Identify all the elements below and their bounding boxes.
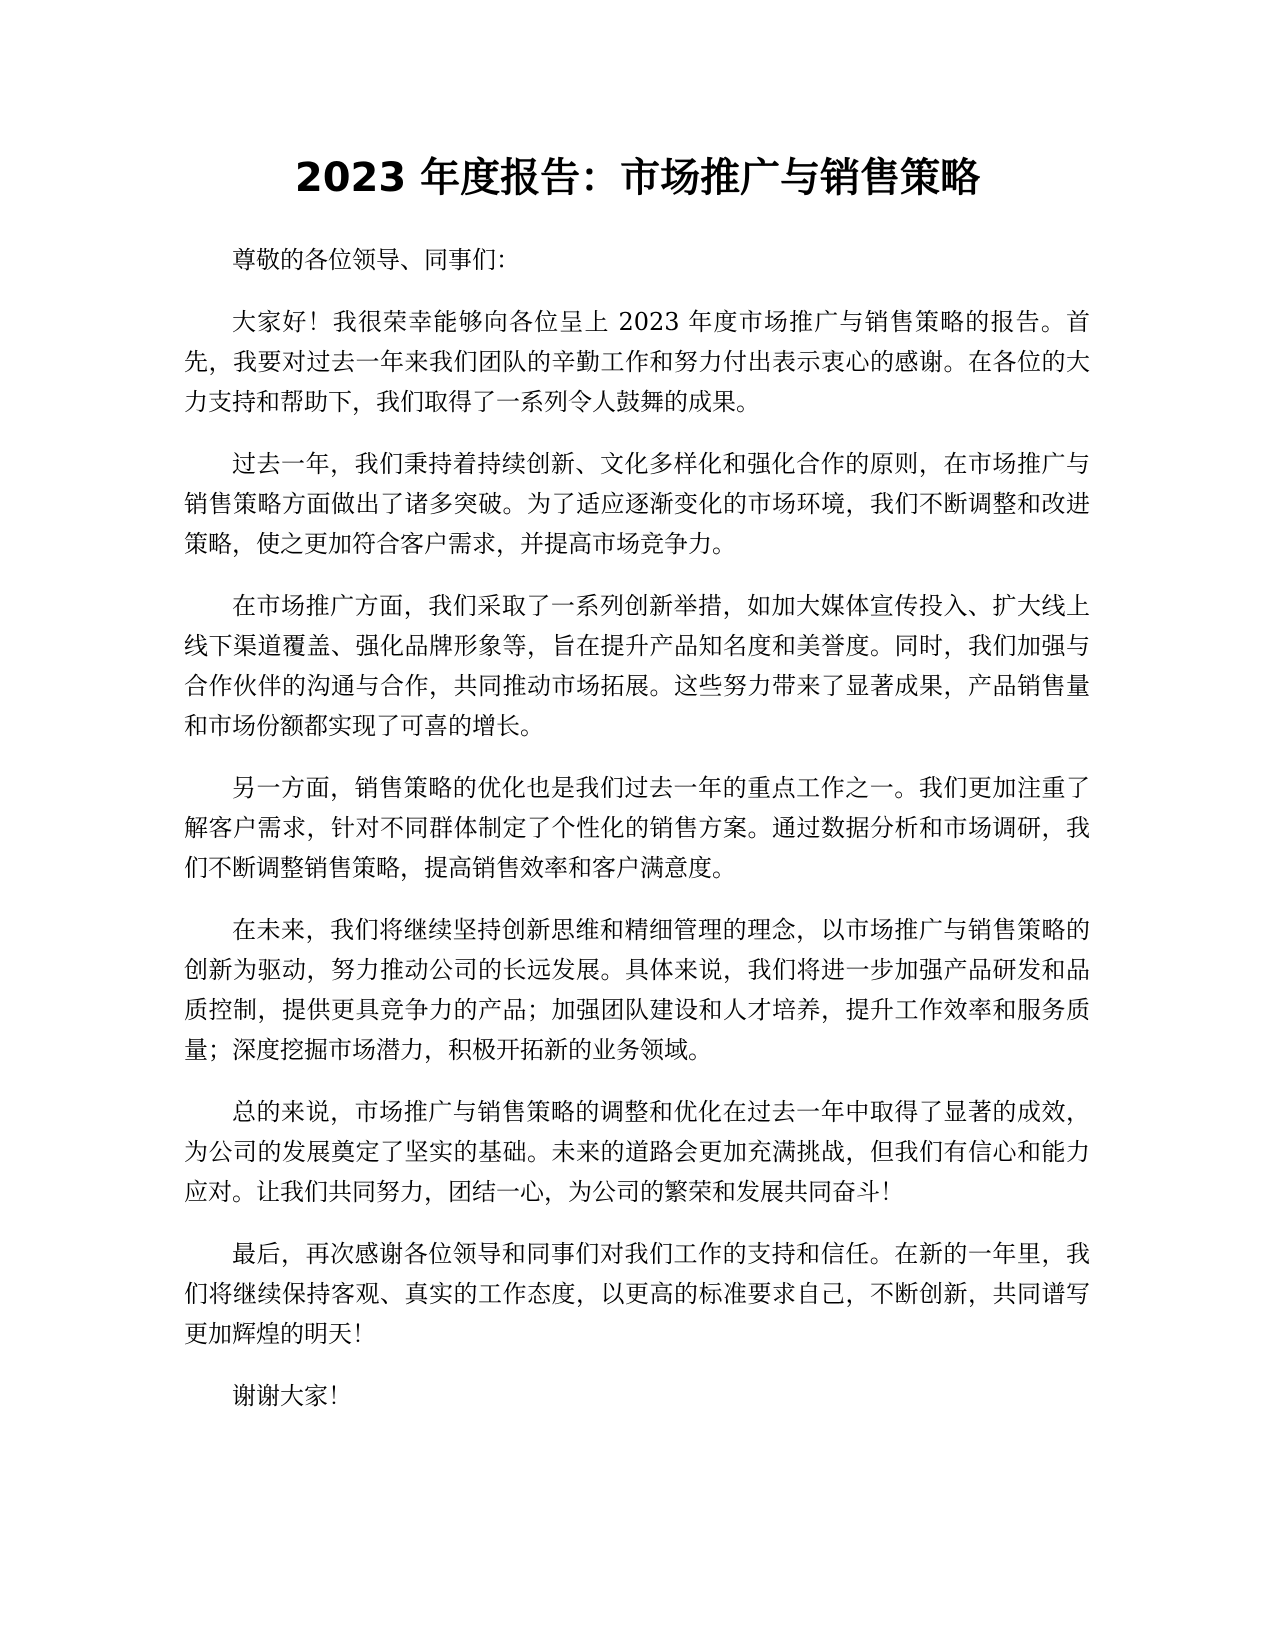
paragraph-marketing: 在市场推广方面，我们采取了一系列创新举措，如加大媒体宣传投入、扩大线上线下渠道覆盖、强化品牌形象等，旨在提升产品知名度和美誉度。同时，我们加强与合作伙伴的沟通与合作，共同推动市场拓展。这些努力带来了显著成果，产品销售量和市场份额都实现了可喜的增长。 xyxy=(184,592,1090,740)
paragraph-summary: 总的来说，市场推广与销售策略的调整和优化在过去一年中取得了显著的成效，为公司的发展奠定了坚实的基础。未来的道路会更加充满挑战，但我们有信心和能力应对。让我们共同努力，团结一心，为公司的繁荣和发展共同奋斗！ xyxy=(184,1098,1090,1206)
paragraph-closing-thanks: 最后，再次感谢各位领导和同事们对我们工作的支持和信任。在新的一年里，我们将继续保持客观、真实的工作态度，以更高的标准要求自己，不断创新，共同谱写更加辉煌的明天！ xyxy=(184,1240,1090,1348)
paragraph-opening: 大家好！我很荣幸能够向各位呈上 2023 年度市场推广与销售策略的报告。首先，我要对过去一年来我们团队的辛勤工作和努力付出表示衷心的感谢。在各位的大力支持和帮助下，我们取得了一系列令人鼓舞的成果。 xyxy=(184,308,1090,416)
document-title: 2023 年度报告：市场推广与销售策略 xyxy=(294,155,981,201)
document-body xyxy=(184,240,1090,1438)
paragraph-past-year: 过去一年，我们秉持着持续创新、文化多样化和强化合作的原则，在市场推广与销售策略方面做出了诸多突破。为了适应逐渐变化的市场环境，我们不断调整和改进策略，使之更加符合客户需求，并提高市场竞争力。 xyxy=(184,450,1090,558)
salutation: 尊敬的各位领导、同事们： xyxy=(232,246,520,274)
paragraph-sales-strategy: 另一方面，销售策略的优化也是我们过去一年的重点工作之一。我们更加注重了解客户需求，针对不同群体制定了个性化的销售方案。通过数据分析和市场调研，我们不断调整销售策略，提高销售效率和客户满意度。 xyxy=(184,774,1090,882)
paragraph-future: 在未来，我们将继续坚持创新思维和精细管理的理念，以市场推广与销售策略的创新为驱动，努力推动公司的长远发展。具体来说，我们将进一步加强产品研发和品质控制，提供更具竞争力的产品；加强团队建设和人才培养，提升工作效率和服务质量；深度挖掘市场潜力，积极开拓新的业务领域。 xyxy=(184,916,1090,1064)
sign-off: 谢谢大家！ xyxy=(232,1382,352,1410)
